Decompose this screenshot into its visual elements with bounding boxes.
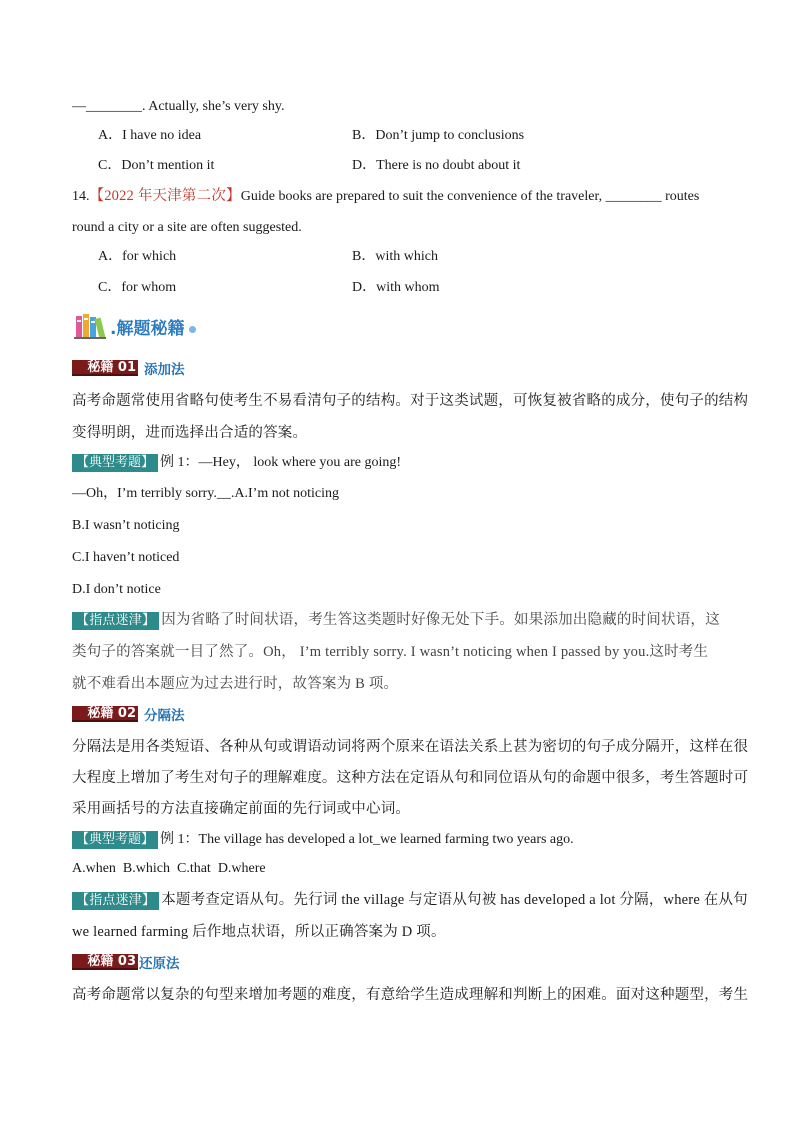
secret-01-example-line5: D.I don’t notice [72, 582, 161, 597]
secret-01-example-line2: —Oh，I’m terribly sorry.__.A.I’m not noticing [72, 486, 339, 501]
q13-option-c: C．Don’t mention it [98, 158, 215, 173]
secret-02-intro-line2: 大程度上增加了考生对句子的理解难度。这种方法在定语从句和同位语从句的命题中很多，考生答题时可 [72, 770, 749, 786]
secret-03-name: 还原法 [139, 956, 180, 972]
secret-01-intro-line1: 高考命题常使用省略句使考生不易看清句子的结构。对于这类试题，可恢复被省略的成分，使句子的结构 [72, 393, 749, 409]
secret-01-badge: 秘籍 01 [72, 360, 138, 376]
q14-stem-line1 [72, 186, 699, 207]
secret-01-example-line4: C.I haven’t noticed [72, 550, 180, 565]
secret-01-example-line1: 【典型考题】 例 1：—Hey， look where you are going! [72, 453, 401, 473]
secret-01-analysis-line1: 【指点迷津】 因为省略了时间状语，考生答这类题时好像无处下手。如果添加出隐藏的时间状语，这 [72, 610, 720, 630]
q14-source: 【2022 年天津第二次】 [89, 188, 241, 204]
q13-option-b: B．Don’t jump to conclusions [352, 128, 525, 143]
secret-01-analysis-line2: 类句子的答案就一目了然了。Oh， I’m terribly sorry. I wasn’t noticing when I passed by you.这时考生 [72, 644, 709, 660]
secret-01-intro-line2: 变得明朗，进而选择出合适的答案。 [72, 425, 308, 441]
q14-stem-line2: round a city or a site are often suggested. [72, 220, 302, 235]
secret-02-example-line1: 【典型考题】 例 1：The village has developed a lot_we learned farming two years ago. [72, 830, 574, 850]
example-tag: 【典型考题】 [72, 454, 158, 472]
secret-02-badge: 秘籍 02 [72, 706, 138, 722]
secret-02-header [72, 705, 185, 723]
analysis-tag: 【指点迷津】 [72, 892, 159, 910]
secret-01-analysis-line3: 就不难看出本题应为过去进行时，故答案为 B 项。 [72, 676, 399, 692]
secret-02-intro-line3: 采用画括号的方法直接确定前面的先行词或中心词。 [72, 801, 411, 817]
heading-dot [189, 326, 196, 333]
books-icon [74, 312, 108, 340]
secret-01-example-line3: B.I wasn’t noticing [72, 518, 180, 533]
section-title: .解题秘籍 [110, 318, 185, 339]
secret-02-analysis-line2: we learned farming 后作地点状语，所以正确答案为 D 项。 [72, 924, 446, 940]
q14-option-a: A．for which [98, 249, 177, 264]
secret-03-intro-line1: 高考命题常以复杂的句型来增加考题的难度，有意给学生造成理解和判断上的困难。面对这种题型，考生 [72, 987, 749, 1003]
secret-02-name: 分隔法 [144, 708, 185, 724]
secret-01-name: 添加法 [144, 362, 185, 378]
analysis-tag: 【指点迷津】 [72, 612, 159, 630]
secret-03-badge: 秘籍 03 [72, 954, 138, 970]
secret-01-header [72, 359, 185, 377]
q13-option-a: A．I have no idea [98, 128, 202, 143]
section-heading [74, 312, 196, 340]
q14-number: 14. [72, 189, 90, 204]
secret-02-intro-line1: 分隔法是用各类短语、各种从句或谓语动词将两个原来在语法关系上甚为密切的句子成分隔开，这样在很 [72, 739, 749, 755]
secret-02-analysis-line1: 【指点迷津】 本题考查定语从句。先行词 the village 与定语从句被 has developed a lot 分隔，where 在从句 [72, 890, 748, 910]
secret-03-header [72, 953, 180, 971]
q14-text: Guide books are prepared to suit the convenience of the traveler, ________ routes [240, 189, 700, 204]
q13-option-d: D．There is no doubt about it [352, 158, 521, 173]
q13-dialog-line: —________. Actually, she’s very shy. [72, 99, 285, 114]
q14-option-b: B．with which [352, 249, 438, 264]
q14-option-d: D．with whom [352, 280, 440, 295]
example-tag: 【典型考题】 [72, 831, 158, 849]
secret-02-example-options: A.when B.which C.that D.where [72, 861, 266, 876]
q14-option-c: C．for whom [98, 280, 177, 295]
